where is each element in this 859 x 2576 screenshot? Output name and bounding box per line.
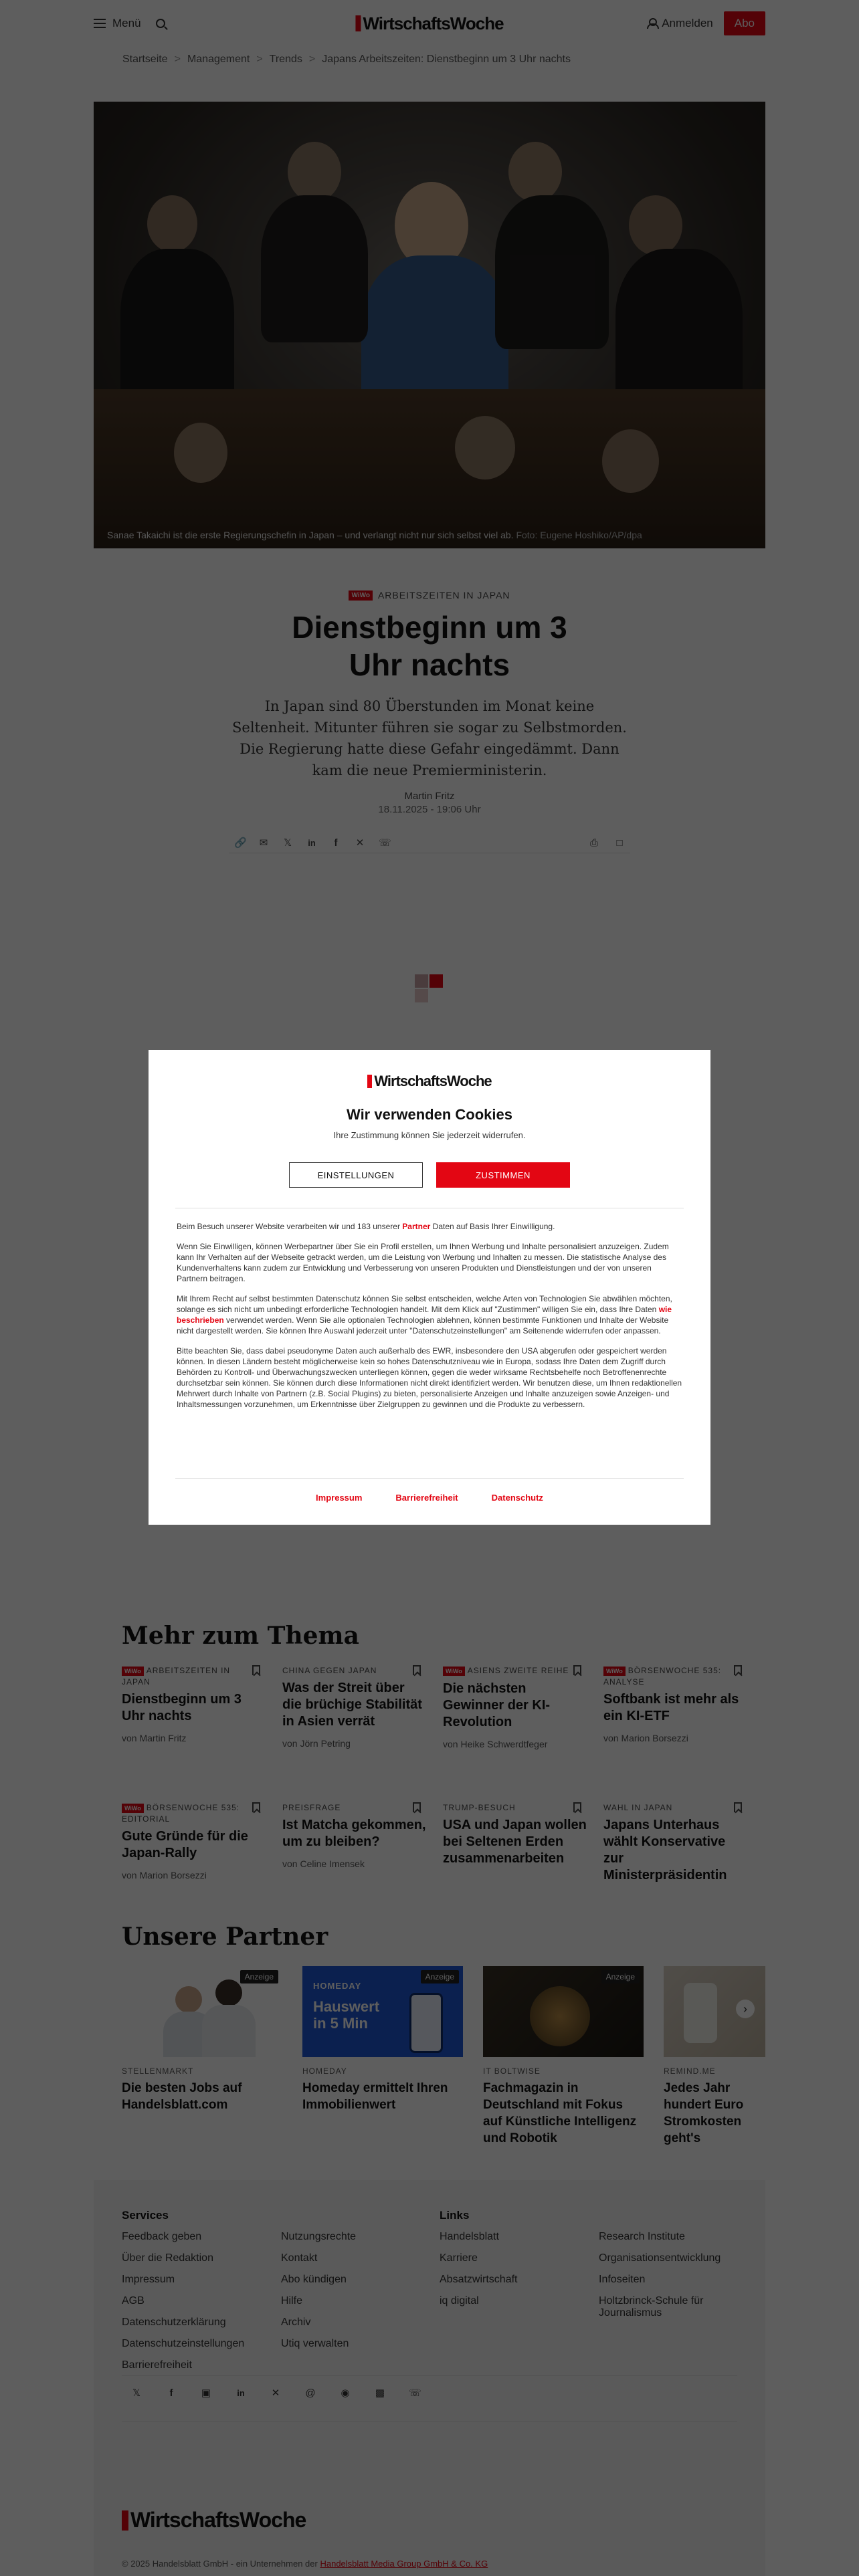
cookie-accept-button[interactable]: ZUSTIMMEN [436,1162,570,1188]
described-link[interactable]: wie beschrieben [177,1305,672,1325]
cookie-subtitle: Ihre Zustimmung können Sie jederzeit widerrufen. [333,1130,526,1140]
cookie-paragraph: Bitte beachten Sie, dass dabei pseudonyme Daten auch außerhalb des EWR, insbesondere den USA abgerufen oder gespeichert werden können. In diesen Ländern besteht möglicherweise kein so hohes Datenschutzniveau wie in Europa, sodass Ihre Daten dem Zugriff durch Behörden zu Kontroll- und Überwachungszwecken unterliegen können, gegen die weder wirksame Rechtsbehelfe noch Betroffenenrechte durchsetzbar sein können. Sie können durch diese Informationen nicht direkt identifiziert werden. Wir benutzen diese, um Ihnen redaktionellen Mehrwert durch Inhalte von Partnern (z.B. Social Plugins) zu bieten, personalisierte Anzeigen und Inhalte anzuzeigen sowie Anzeigen- und Inhaltsmessungen vorzunehmen, um Erkenntnisse über Zielgruppen zu gewinnen und die Produkte zu verbessern. [177,1346,682,1409]
cookie-privacy-link[interactable]: Datenschutz [491,1493,543,1503]
cookie-footer-links [149,1493,710,1503]
cookie-paragraph [177,1293,682,1336]
cookie-text: Daten auf Basis Ihrer Einwilligung. [432,1222,555,1231]
cookie-body [177,1221,682,1419]
logo-mark [367,1075,372,1088]
logo-text: WirtschaftsWoche [374,1073,492,1089]
cookie-paragraph [177,1221,682,1232]
cookie-title: Wir verwenden Cookies [347,1106,512,1123]
partner-link[interactable]: Partner [402,1222,431,1231]
cookie-paragraph: Wenn Sie Einwilligen, können Werbepartner über Sie ein Profil erstellen, um Ihnen Werbung und Inhalte personalisiert anzuzeigen. Zudem kann Ihr Verhalten auf der Webseite getrackt werden, um die Leistung von Werbung und Inhalten zu messen. Die statistische Analyse des Kundenverhaltens kann zudem zur Entwicklung und Verbesserung von unseren Produkten und Dienstleistungen und der von unseren Partnern beitragen. [177,1242,669,1283]
cookie-logo [149,1073,710,1090]
cookie-impressum-link[interactable]: Impressum [316,1493,363,1503]
cookie-dialog [149,1050,710,1525]
cookie-text: Beim Besuch unserer Website verarbeiten wir und 183 unserer [177,1222,400,1231]
cookie-accessibility-link[interactable]: Barrierefreiheit [395,1493,458,1503]
cookie-text: Mit Ihrem Recht auf selbst bestimmten Datenschutz können Sie selbst entscheiden, welche Arten von Technologien Sie abwählen möchten, solange es sich nicht um unbedingt erforderliche Technologien handelt. Mit dem Klick auf "Zustimmen" willigen Sie ein, dass Ihre Daten [177,1294,672,1314]
cookie-settings-button[interactable]: EINSTELLUNGEN [289,1162,423,1188]
cookie-text: verwendet werden. Wenn Sie alle optionalen Technologien ablehnen, können bestimmte Funktionen und Inhalte der Website nicht dargestellt werden. Sie können Ihre Auswahl jederzeit unter "Datenschutzeinstellungen" am Seitenende widerrufen oder anpassen. [177,1315,669,1335]
cookie-divider [175,1478,684,1479]
